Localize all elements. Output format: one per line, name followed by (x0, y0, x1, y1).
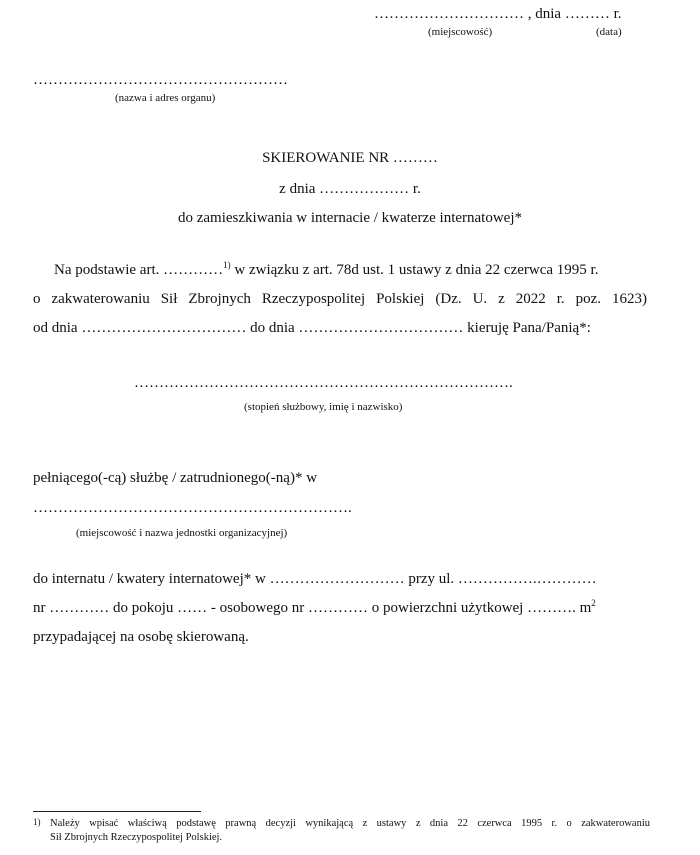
unit-caption: (miejscowość i nazwa jednostki organizacyjnej) (76, 527, 288, 539)
address-line: do internatu / kwatery internatowej* w ……………………… przy ul. …………….………… (33, 571, 597, 587)
person-caption: (stopień służbowy, imię i nazwisko) (244, 401, 403, 413)
room-line (33, 600, 596, 617)
footnote-marker: 1) (33, 817, 41, 827)
act-reference-line: o zakwaterowaniu Sił Zbrojnych Rzeczypospolitej Polskiej (Dz. U. z 2022 r. poz. 1623) (33, 291, 647, 307)
place-date-line: ………………………… , dnia ……… r. (374, 6, 622, 22)
place-caption: (miejscowość) (428, 26, 493, 38)
footnote-ref: 1) (223, 260, 231, 270)
document-title: SKIEROWANIE NR ……… (262, 150, 438, 166)
title-date: z dnia ……………… r. (279, 181, 421, 197)
footnote-text-line2: Sił Zbrojnych Rzeczypospolitej Polskiej. (50, 832, 223, 843)
person-line: …………………………………………………………………. (134, 375, 513, 391)
legal-basis-line (54, 262, 598, 279)
legal-basis-end: w związku z art. 78d ust. 1 ustawy z dnia 22 czerwca 1995 r. (230, 262, 599, 278)
organ-line: …………………………………………… (33, 72, 288, 88)
legal-basis-start: Na podstawie art. ………… (54, 262, 224, 278)
room-text: nr ………… do pokoju …… - osobowego nr ………… o powierzchni użytkowej ………. m (33, 600, 592, 616)
date-range-line: od dnia …………………………… do dnia …………………………… kieruję Pana/Panią*: (33, 320, 591, 336)
footnote-divider (33, 811, 201, 812)
square-meter-sup: 2 (591, 598, 596, 608)
date-caption: (data) (596, 26, 622, 38)
title-purpose: do zamieszkiwania w internacie / kwaterze internatowej* (177, 210, 522, 226)
unit-line: ………………………………………………………. (33, 500, 352, 516)
closing-line: przypadającej na osobę skierowaną. (33, 629, 249, 645)
footnote-text-line1: Należy wpisać właściwą podstawę prawną decyzji wynikającą z ustawy z dnia 22 czerwca 1995 r. o zakwaterowaniu (50, 818, 650, 829)
organ-caption: (nazwa i adres organu) (115, 92, 216, 104)
service-line: pełniącego(-cą) służbę / zatrudnionego(-ną)* w (33, 470, 318, 486)
